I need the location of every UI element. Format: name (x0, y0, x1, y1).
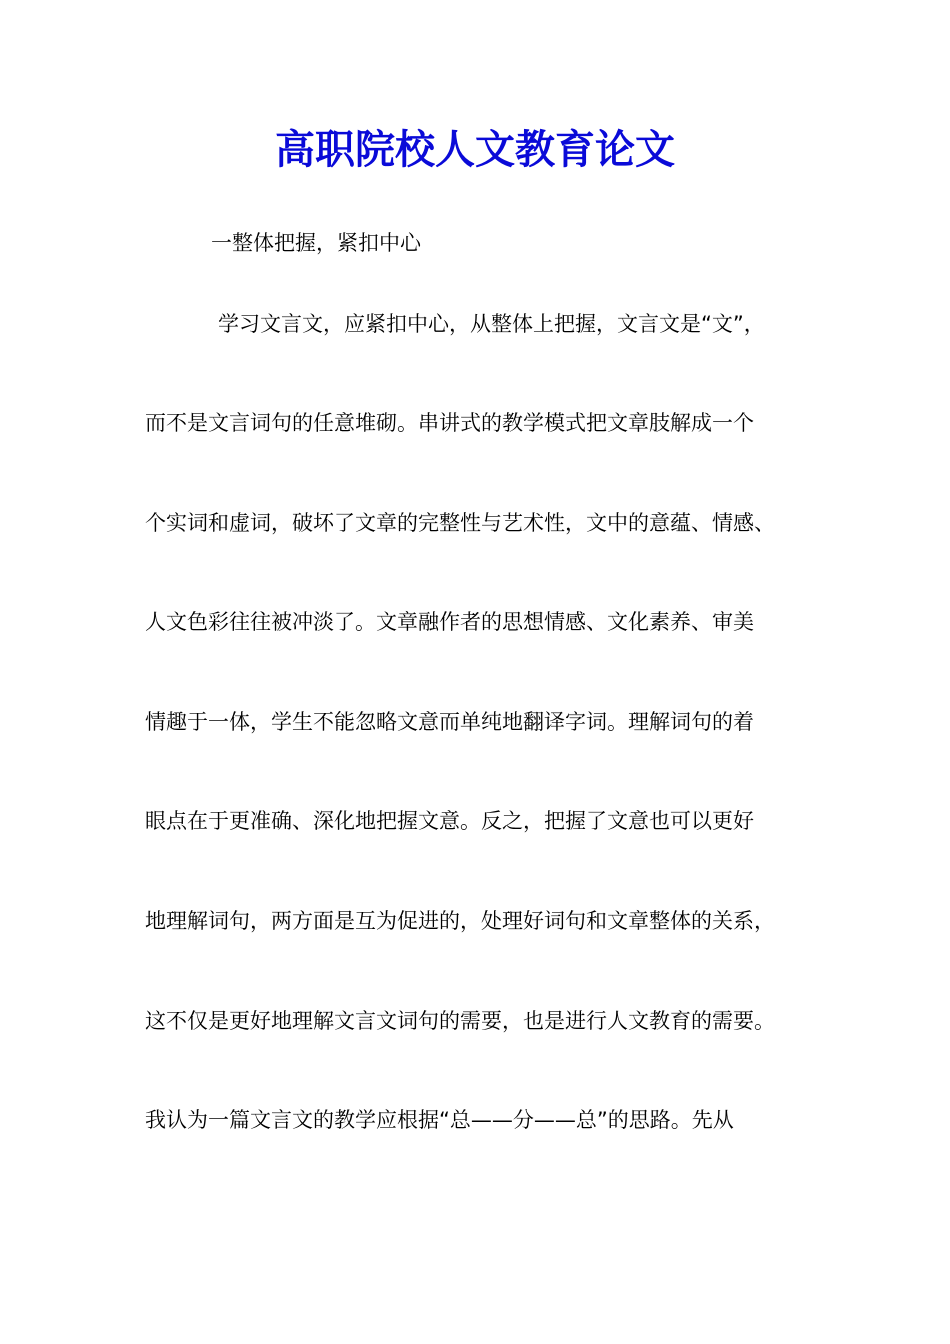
paragraph-line-5: 情趣于一体，学生不能忽略文意而单纯地翻译字词。理解词句的着 (145, 710, 754, 734)
document-title: 高职院校人文教育论文 (275, 126, 675, 173)
paragraph-line-1: 学习文言文，应紧扣中心，从整体上把握，文言文是“文”， (218, 312, 765, 336)
paragraph-line-7: 地理解词句，两方面是互为促进的，处理好词句和文章整体的关系， (145, 909, 775, 933)
paragraph-line-9: 我认为一篇文言文的教学应根据“总——分——总”的思路。先从 (145, 1108, 734, 1132)
paragraph-line-3: 个实词和虚词，破坏了文章的完整性与艺术性，文中的意蕴、情感、 (145, 511, 775, 535)
paragraph-line-4: 人文色彩往往被冲淡了。文章融作者的思想情感、文化素养、审美 (145, 610, 754, 634)
paragraph-line-6: 眼点在于更准确、深化地把握文意。反之，把握了文意也可以更好 (145, 809, 754, 833)
paragraph-line-8: 这不仅是更好地理解文言文词句的需要，也是进行人文教育的需要。 (145, 1009, 775, 1033)
paragraph-line-2: 而不是文言词句的任意堆砌。串讲式的教学模式把文章肢解成一个 (145, 411, 754, 435)
section-heading: 一整体把握，紧扣中心 (211, 231, 421, 255)
